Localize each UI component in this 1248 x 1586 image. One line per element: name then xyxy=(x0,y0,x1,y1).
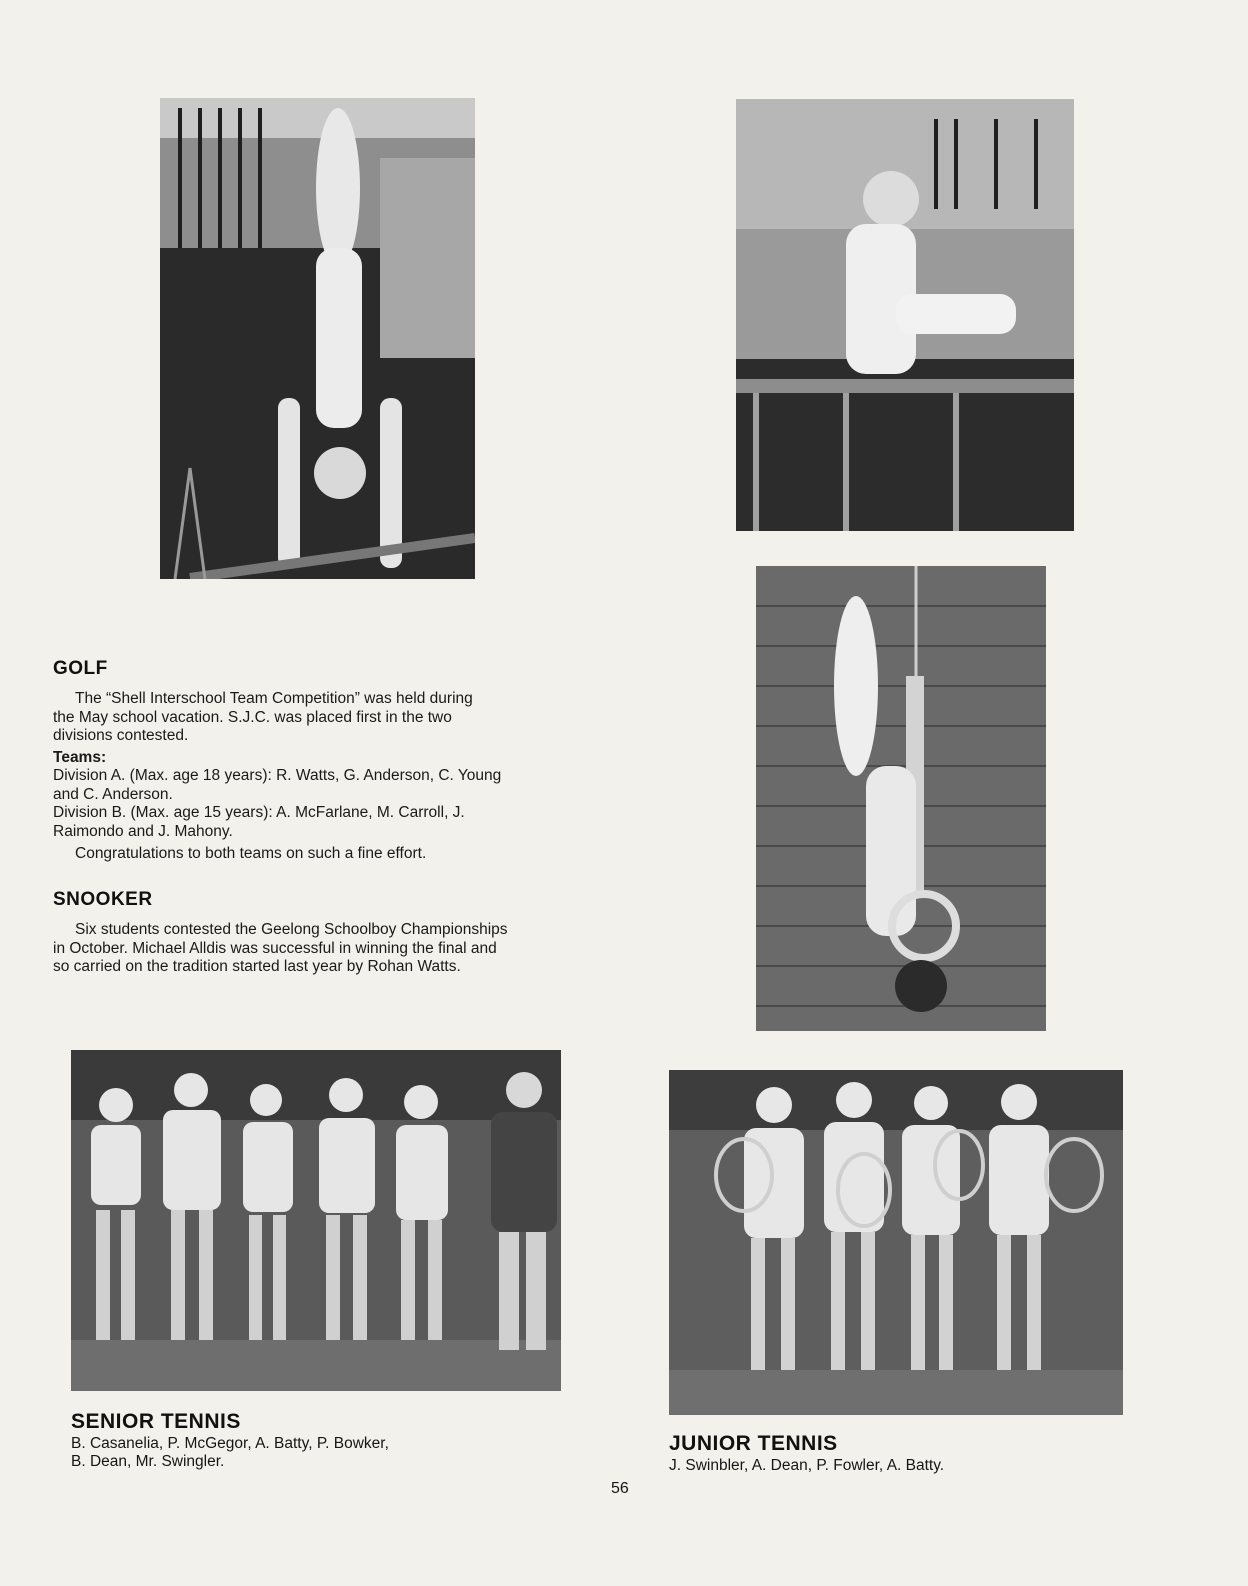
senior-tennis-names-line-1: B. Casanelia, P. McGegor, A. Batty, P. Bowker, xyxy=(71,1435,389,1452)
photo-gymnast-handstand xyxy=(160,98,475,579)
golf-division-a-line-1: Division A. (Max. age 18 years): R. Watts, G. Anderson, C. Young xyxy=(53,767,502,784)
golf-teams-label: Teams: xyxy=(53,748,107,766)
snooker-line-3: so carried on the tradition started last year by Rohan Watts. xyxy=(53,958,461,975)
photo-gymnast-rings xyxy=(756,566,1046,1031)
golf-division-b-line-1: Division B. (Max. age 15 years): A. McFarlane, M. Carroll, J. xyxy=(53,804,465,821)
snooker-heading: SNOOKER xyxy=(53,889,153,910)
senior-tennis-names-line-2: B. Dean, Mr. Swingler. xyxy=(71,1453,225,1470)
golf-intro-line-2: the May school vacation. S.J.C. was placed first in the two xyxy=(53,708,452,726)
photo-senior-tennis xyxy=(71,1050,561,1391)
golf-intro-line-3: divisions contested. xyxy=(53,727,189,744)
golf-division-a-line-2: and C. Anderson. xyxy=(53,785,173,803)
golf-heading: GOLF xyxy=(53,658,108,679)
snooker-body xyxy=(53,921,573,977)
golf-congratulations: Congratulations to both teams on such a fine effort. xyxy=(75,845,427,862)
junior-tennis-names-line-1: J. Swinbler, A. Dean, P. Fowler, A. Batty. xyxy=(669,1457,945,1474)
golf-intro-line-1: The “Shell Interschool Team Competition” was held during xyxy=(75,690,473,707)
snooker-line-2: in October. Michael Alldis was successful in winning the final and xyxy=(53,939,497,957)
page-number: 56 xyxy=(611,1480,629,1497)
photo-gymnast-l-sit xyxy=(736,99,1074,531)
senior-tennis-names xyxy=(71,1435,511,1471)
photo-junior-tennis xyxy=(669,1070,1123,1415)
senior-tennis-heading: SENIOR TENNIS xyxy=(71,1410,241,1433)
golf-division-b-line-2: Raimondo and J. Mahony. xyxy=(53,822,233,840)
junior-tennis-heading: JUNIOR TENNIS xyxy=(669,1432,838,1455)
junior-tennis-names xyxy=(669,1457,1109,1475)
golf-body xyxy=(53,690,573,864)
snooker-line-1: Six students contested the Geelong Schoolboy Championships xyxy=(75,921,508,938)
